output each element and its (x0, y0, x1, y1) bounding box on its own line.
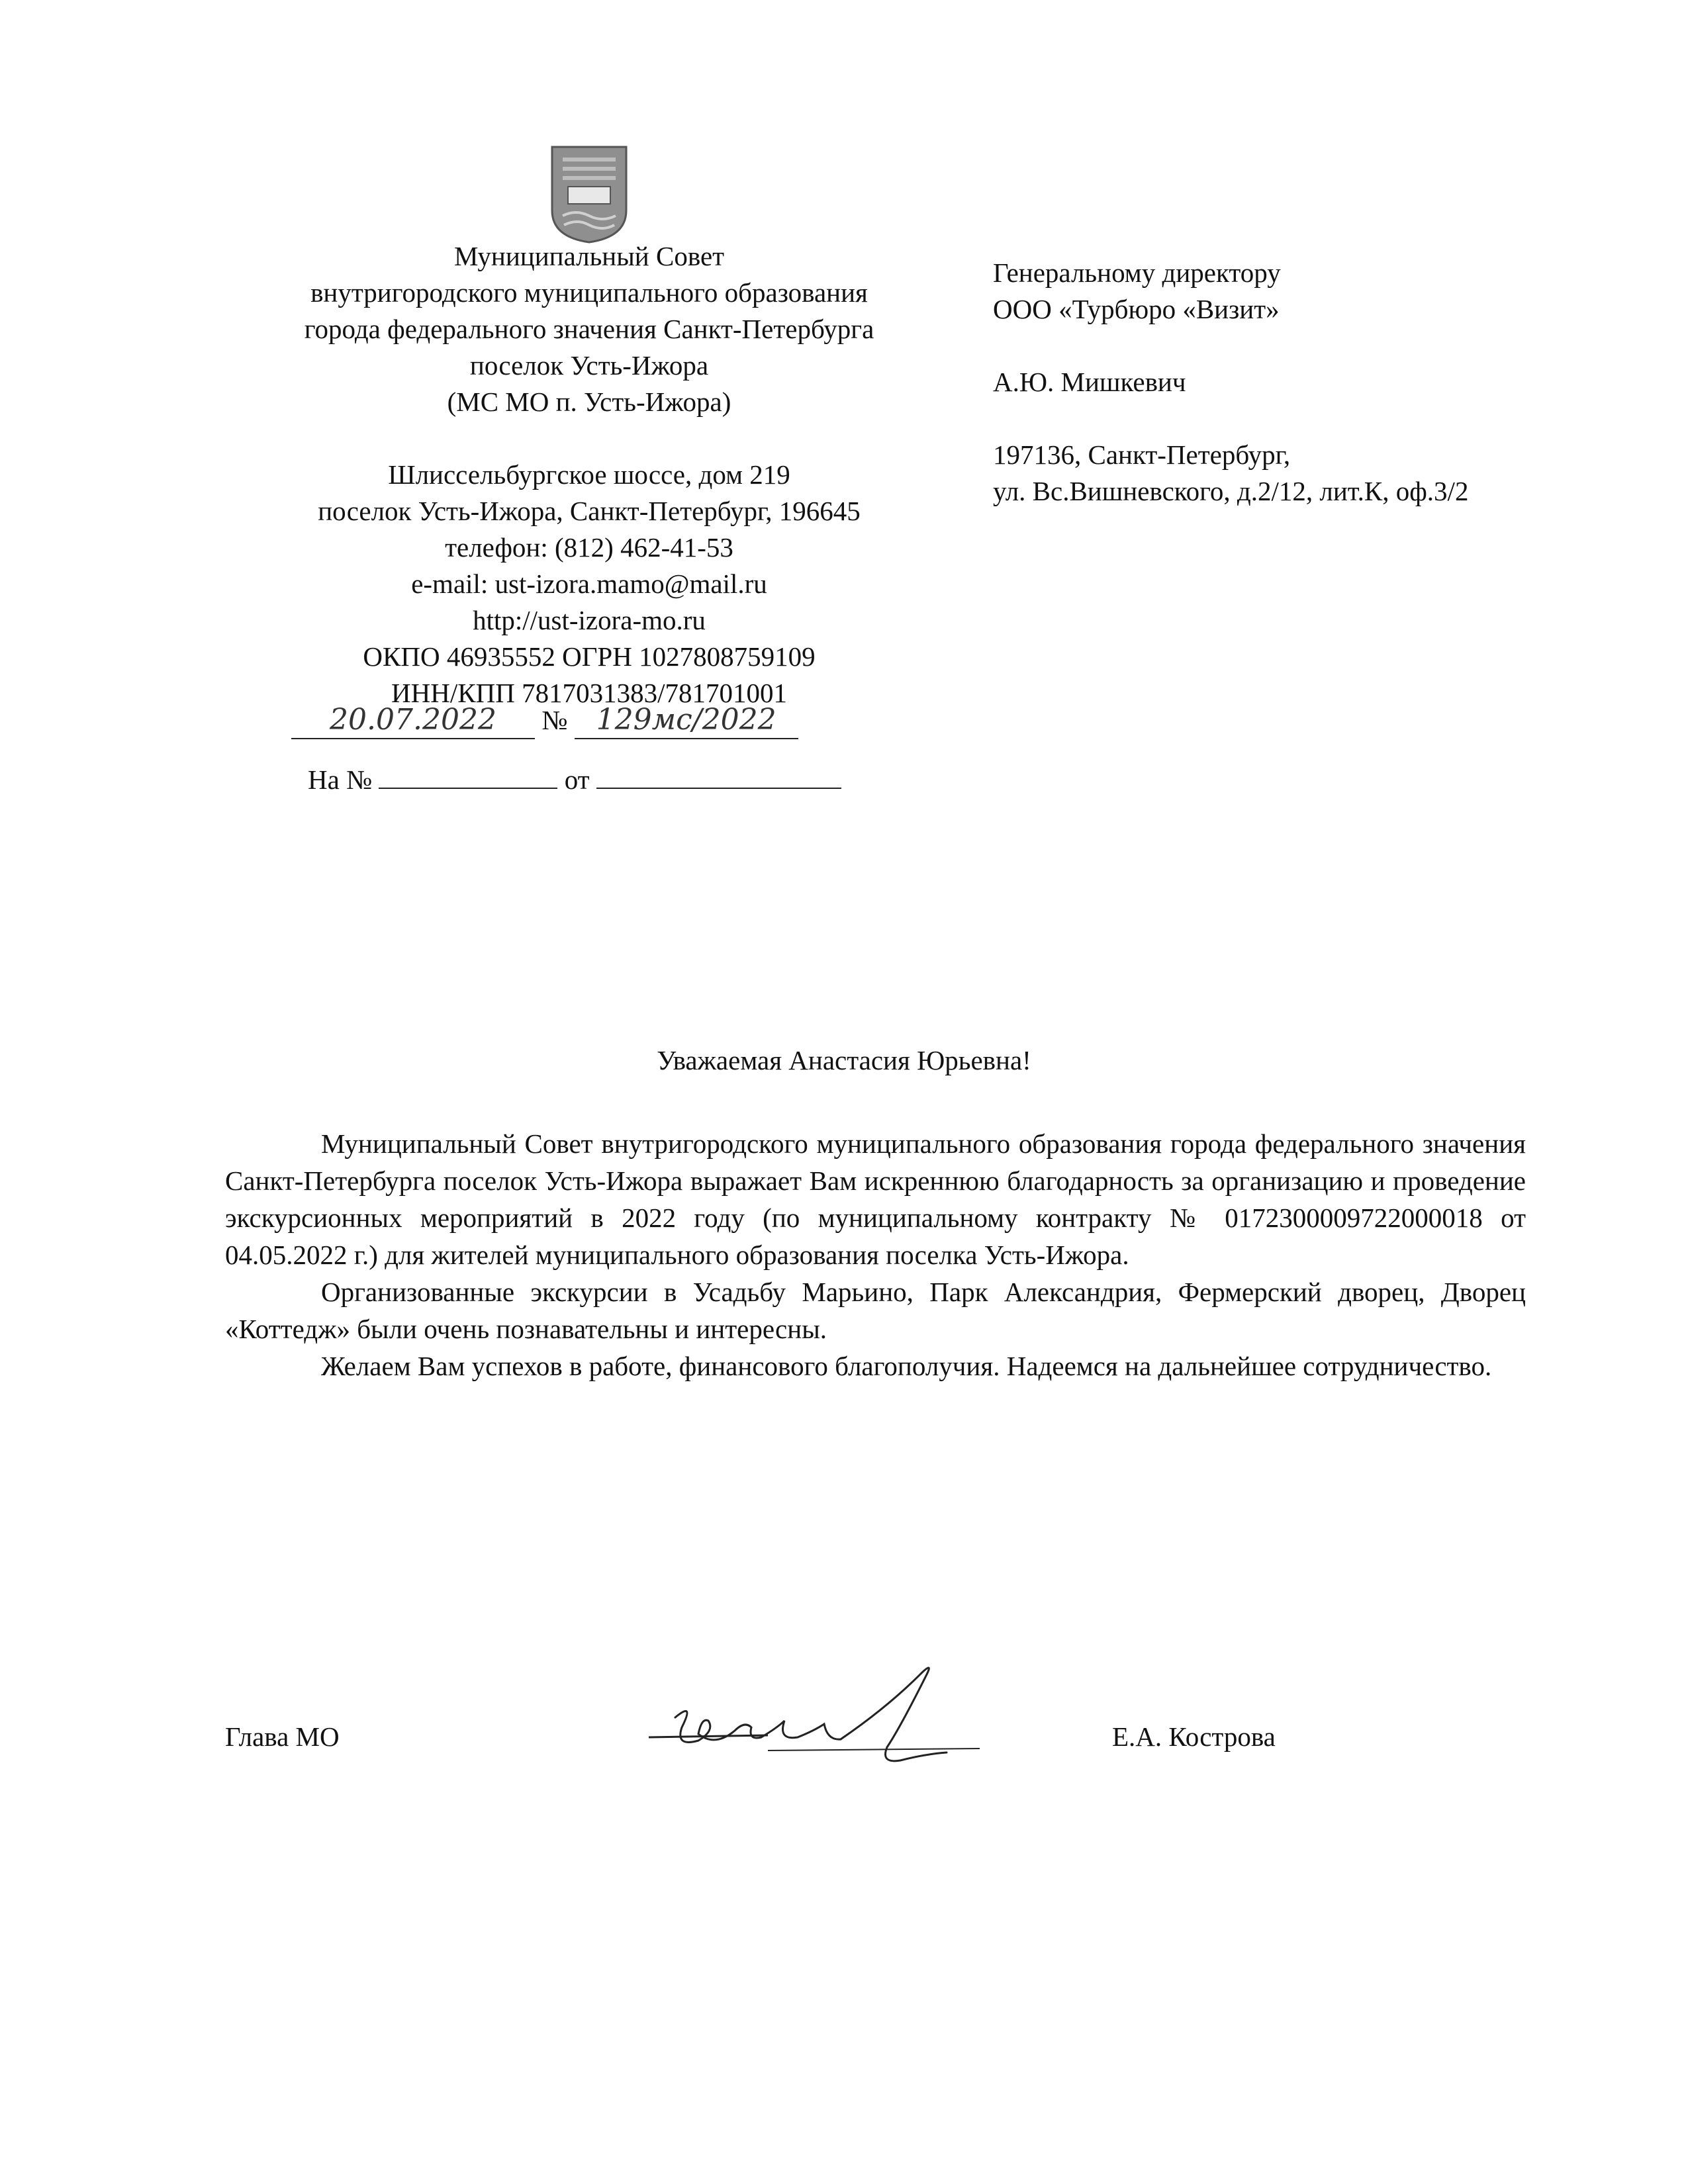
coat-of-arms-icon (549, 144, 629, 244)
letter-paragraph: Организованные экскурсии в Усадьбу Марьино, Парк Александрия, Фермерский дворец, Дворец «Коттедж» были очень познавательны и интересны. (225, 1277, 1526, 1344)
addressee-block (993, 255, 1589, 510)
signatory-name: Е.А. Кострова (1112, 1721, 1276, 1752)
sender-address-line: поселок Усть-Ижора, Санкт-Петербург, 196645 (318, 496, 861, 526)
registration-number: 129мс/2022 (575, 702, 798, 739)
sender-line: (МС МО п. Усть-Ижора) (447, 387, 731, 417)
reply-date-blank (596, 761, 841, 789)
sender-block (225, 238, 953, 711)
sender-line: города федерального значения Санкт-Петербурга (304, 314, 874, 344)
registration-number-label: № (541, 705, 568, 735)
reply-from-label: от (564, 764, 590, 795)
letter-paragraph: Муниципальный Совет внутригородского муниципального образования города федерального значения Санкт-Петербурга поселок Усть-Ижора выражает Вам искреннюю благодарность за организацию и проведение экскурсионных мероприятий в 2022 году (по муниципальному контракту № 0172300009722000018 от 04.05.2022 г.) для жителей муниципального образования поселка Усть-Ижора. (225, 1128, 1526, 1270)
sender-line: Муниципальный Совет (453, 241, 725, 271)
letter-paragraph: Желаем Вам успехов в работе, финансового благополучия. Надеемся на дальнейшее сотрудничество. (321, 1351, 1492, 1381)
reply-reference-line (308, 761, 841, 798)
addressee-company: ООО «Турбюро «Визит» (993, 294, 1280, 324)
letter-greeting: Уважаемая Анастасия Юрьевна! (657, 1045, 1031, 1075)
addressee-name: А.Ю. Мишкевич (993, 367, 1186, 397)
sender-line: внутригородского муниципального образования (310, 277, 868, 308)
registration-line (291, 702, 798, 739)
sender-phone: телефон: (812) 462-41-53 (445, 532, 733, 563)
reply-number-label: На № (308, 764, 373, 795)
handwritten-signature (635, 1655, 1006, 1787)
addressee-position: Генеральному директору (993, 257, 1281, 288)
sender-address-line: Шлиссельбургское шоссе, дом 219 (388, 459, 790, 490)
addressee-address-line: ул. Вс.Вишневского, д.2/12, лит.К, оф.3/2 (993, 476, 1469, 506)
registration-date: 20.07.2022 (291, 702, 535, 739)
signatory-title: Глава МО (225, 1721, 340, 1752)
addressee-address-line: 197136, Санкт-Петербург, (993, 439, 1291, 470)
sender-inn-kpp: ИНН/КПП 7817031383/781701001 (391, 678, 787, 708)
sender-website: http://ust-izora-mo.ru (473, 605, 706, 635)
sender-line: поселок Усть-Ижора (469, 350, 709, 381)
letter-body (225, 1125, 1526, 1385)
reply-number-blank (379, 761, 557, 789)
sender-okpo-ogrn: ОКПО 46935552 ОГРН 1027808759109 (363, 641, 816, 672)
sender-email: e-mail: ust-izora.mamo@mail.ru (411, 569, 767, 599)
